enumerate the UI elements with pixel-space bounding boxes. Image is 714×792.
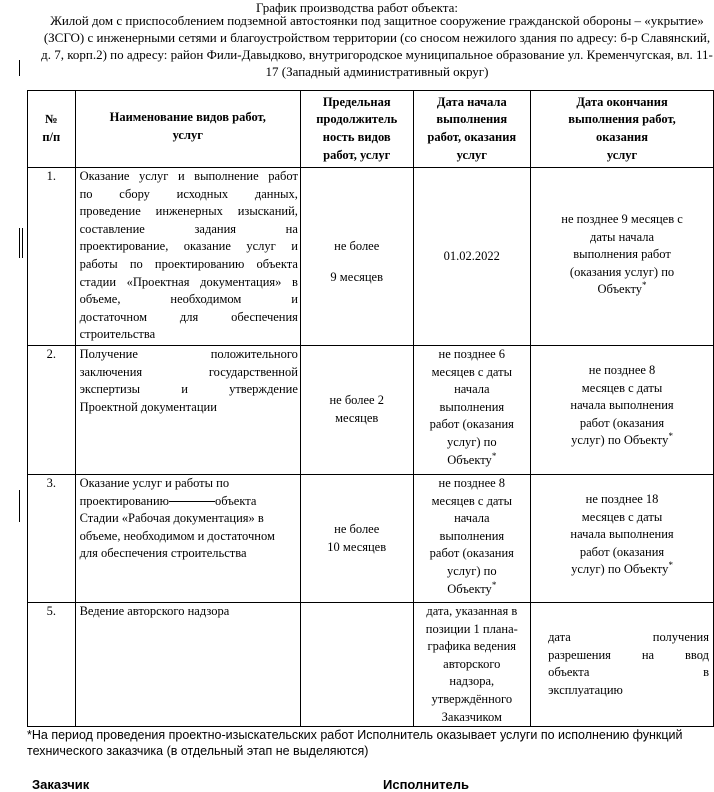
row-num: 5. (28, 603, 76, 727)
page-title: График производства работ объекта: (256, 0, 458, 15)
row-num: 2. (28, 346, 76, 475)
table-header-row (28, 91, 714, 168)
row-duration: не более 2 месяцев (300, 346, 413, 475)
underline-gap (169, 501, 215, 502)
row-num: 1. (28, 168, 76, 346)
change-bar (19, 60, 20, 76)
row-end: не позднее 18 месяцев с даты начала выполнения работ (оказания услуг) по Объекту* (531, 475, 714, 603)
change-bar (19, 228, 20, 258)
footnote-mark: * (668, 560, 673, 571)
signature-contractor: Исполнитель (383, 777, 469, 792)
table-row (28, 475, 714, 603)
row-name: Получение положительного заключения государственной экспертизы и утверждение Проектной документации (75, 346, 300, 475)
col-header-duration: Предельная продолжитель ность видов работ, услуг (300, 91, 413, 168)
table-row (28, 603, 714, 727)
footnote-mark: * (491, 450, 497, 461)
row-name: Оказание услуг и выполнение работ по сбору исходных данных, проведение инженерных изысканий, составление задания на проектирование, оказание услуг и работы по проектированию объекта стадии «Проектная документация» в объеме, необходимом и достаточном для обеспечения строительства (75, 168, 300, 346)
row-duration: не более 10 месяцев (300, 475, 413, 603)
row-num: 3. (28, 475, 76, 603)
row-name: Оказание услуг и работы по проектированию объекта Стадии «Рабочая документация» в объеме, необходимом и достаточном для обеспечения строительства (75, 475, 300, 603)
row-end: не позднее 9 месяцев с даты начала выполнения работ (оказания услуг) по Объекту* (531, 168, 714, 346)
footnote-mark: * (642, 280, 647, 291)
row-duration: не более 9 месяцев (300, 168, 413, 346)
footnote-mark: * (668, 431, 673, 442)
row-start: дата, указанная в позиции 1 плана- графика ведения авторского надзора, утверждённого Заказчиком (413, 603, 531, 727)
row-name: Ведение авторского надзора (75, 603, 300, 727)
row-start: 01.02.2022 (413, 168, 531, 346)
footnote-text: *На период проведения проектно-изыскательских работ Исполнитель оказывает услуги по исполнению функций технического заказчика (в отдельный этап не выделяются) (27, 728, 683, 758)
signature-customer: Заказчик (32, 777, 90, 792)
col-header-end: Дата окончания выполнения работ, оказания услуг (531, 91, 714, 168)
col-header-num: № п/п (28, 91, 76, 168)
row-end: дата получения разрешения на ввод объекта в эксплуатацию (531, 603, 714, 727)
col-header-start: Дата начала выполнения работ, оказания услуг (413, 91, 531, 168)
object-description: Жилой дом с приспособлением подземной автостоянки под защитное сооружение гражданской обороны – «укрытие» (ЗСГО) с инженерными сетями и благоустройством территории (со сносом нежилого здания по адресу: б-р Славянский, д. 7, корп.2) по адресу: район Фили-Давыдково, внутригородское муниципальное образование ул. Кременчугская, вл. 11-17 (Западный административный округ) (41, 13, 713, 79)
row-end: не позднее 8 месяцев с даты начала выполнения работ (оказания услуг) по Объекту* (531, 346, 714, 475)
row-start: не позднее 6 месяцев с даты начала выполнения работ (оказания услуг) по Объекту* (413, 346, 531, 475)
footnote-mark: * (491, 579, 497, 590)
change-bar (19, 490, 20, 522)
row-duration (300, 603, 413, 727)
col-header-name: Наименование видов работ, услуг (75, 91, 300, 168)
row-start: не позднее 8 месяцев с даты начала выполнения работ (оказания услуг) по Объекту* (413, 475, 531, 603)
table-row (28, 168, 714, 346)
schedule-table (27, 90, 714, 727)
table-row (28, 346, 714, 475)
change-bar (22, 228, 23, 258)
